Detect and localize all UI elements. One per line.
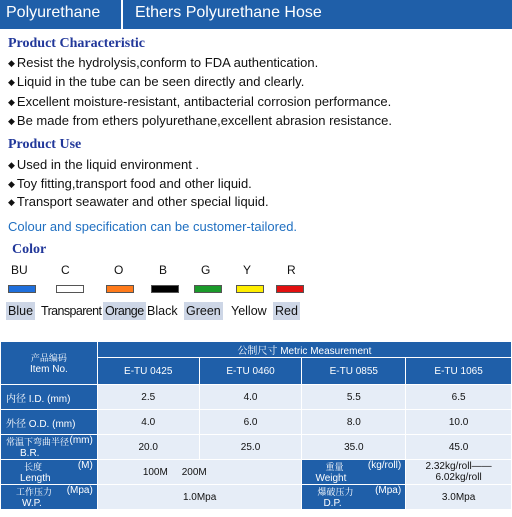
row-label: 外径 O.D. (mm): [1, 410, 98, 435]
color-swatch-yellow: [236, 285, 264, 293]
banner-product-title: Ethers Polyurethane Hose: [135, 4, 322, 21]
color-name: Green: [186, 304, 221, 318]
characteristic-item: ◆ Liquid in the tube can be seen directly and clearly.: [8, 74, 305, 89]
wp-label: (Mpa) 工作压力 W.P.: [1, 485, 98, 510]
table-row: [1, 435, 512, 460]
use-heading: Product Use: [8, 137, 82, 152]
model-header: E-TU 1065: [406, 358, 512, 385]
use-item: ◆ Toy fitting,transport food and other liquid.: [8, 176, 252, 191]
color-name: Black: [147, 304, 178, 318]
table-row: [1, 385, 512, 410]
table-cell: 8.0: [302, 410, 406, 435]
table-cell: 20.0: [97, 435, 199, 460]
table-row: [1, 410, 512, 435]
color-swatch-orange: [106, 285, 134, 293]
use-item: ◆ Transport seawater and other special liquid.: [8, 194, 269, 209]
dp-value: 3.0Mpa: [406, 485, 512, 510]
characteristic-item: ◆ Resist the hydrolysis,conform to FDA authentication.: [8, 55, 319, 70]
color-code: O: [114, 263, 124, 277]
table-cell: 6.5: [406, 385, 512, 410]
color-swatch-black: [151, 285, 179, 293]
customization-note: Colour and specification can be customer-tailored.: [8, 219, 298, 234]
color-name: Transparent: [41, 304, 102, 318]
color-name: Orange: [105, 304, 144, 318]
table-cell: 6.0: [199, 410, 302, 435]
color-code: R: [287, 263, 296, 277]
color-name: Blue: [8, 304, 34, 318]
color-heading: Color: [12, 242, 47, 257]
banner-category: Polyurethane: [6, 4, 101, 21]
color-code: G: [201, 263, 211, 277]
color-code: B: [159, 263, 168, 277]
weight-label: (kg/roll) 重量 Weight: [302, 460, 406, 485]
table-cell: 45.0: [406, 435, 512, 460]
color-swatch-red: [276, 285, 304, 293]
specification-table: [0, 341, 512, 510]
table-row: [1, 485, 512, 510]
row-label: (mm) 常温下弯曲半径 B.R.: [1, 435, 98, 460]
weight-value: 2.32kg/roll——6.02kg/roll: [406, 460, 512, 485]
use-item: ◆ Used in the liquid environment .: [8, 157, 200, 172]
table-cell: 25.0: [199, 435, 302, 460]
characteristic-item: ◆ Be made from ethers polyurethane,excellent abrasion resistance.: [8, 113, 392, 128]
table-cell: 35.0: [302, 435, 406, 460]
length-value: 100M 200M: [97, 460, 302, 485]
model-header: E-TU 0855: [302, 358, 406, 385]
table-row: [1, 460, 512, 485]
color-code: Y: [243, 263, 252, 277]
table-cell: 10.0: [406, 410, 512, 435]
table-cell: 2.5: [97, 385, 199, 410]
title-banner: [0, 0, 512, 29]
color-name: Yellow: [231, 304, 267, 318]
measure-header: 公制尺寸 Metric Measurement: [97, 342, 511, 358]
table-cell: 5.5: [302, 385, 406, 410]
color-code: BU: [11, 263, 28, 277]
color-swatch-green: [194, 285, 222, 293]
item-header: 产品编码 Item No.: [1, 342, 98, 385]
table-cell: 4.0: [199, 385, 302, 410]
model-header: E-TU 0460: [199, 358, 302, 385]
table-cell: 4.0: [97, 410, 199, 435]
characteristic-item: ◆ Excellent moisture-resistant, antibacterial corrosion performance.: [8, 94, 392, 109]
length-label: (M) 长度 Length: [1, 460, 98, 485]
color-swatch-transparent: [56, 285, 84, 293]
color-swatch-blue: [8, 285, 36, 293]
row-label: 内径 I.D. (mm): [1, 385, 98, 410]
color-code: C: [61, 263, 70, 277]
wp-value: 1.0Mpa: [97, 485, 302, 510]
model-header: E-TU 0425: [97, 358, 199, 385]
color-name: Red: [275, 304, 298, 318]
characteristic-heading: Product Characteristic: [8, 36, 145, 51]
dp-label: (Mpa) 爆破压力 D.P.: [302, 485, 406, 510]
